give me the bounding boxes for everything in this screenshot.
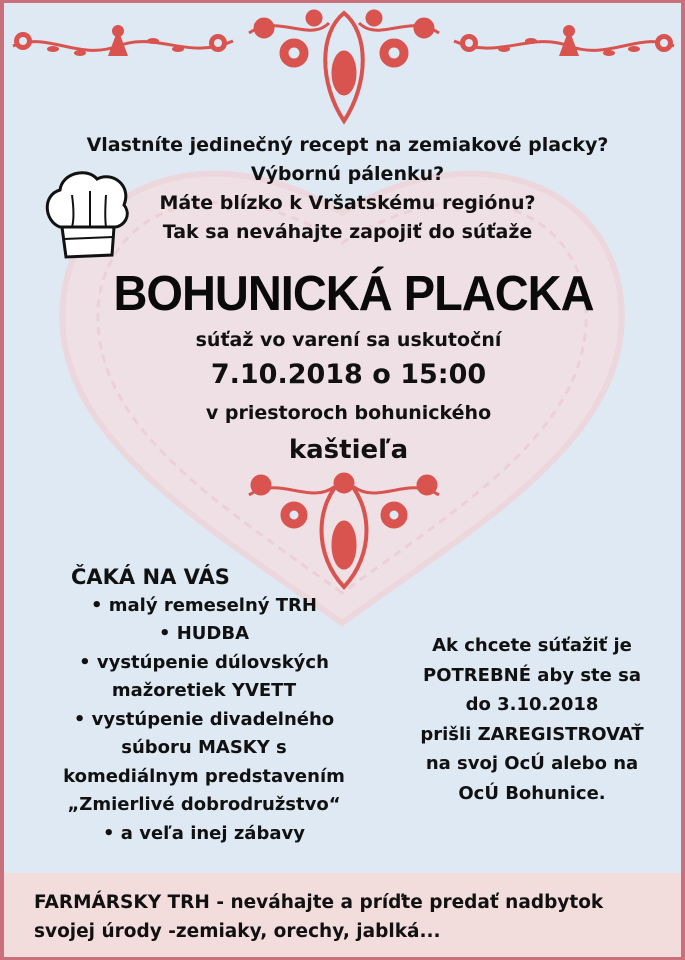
program-heading: ČAKÁ NA VÁS bbox=[71, 565, 230, 589]
chef-hat-icon bbox=[42, 165, 132, 265]
program-item: • a veľa inej zábavy bbox=[103, 822, 305, 844]
registration-line: Ak chcete súťažiť je bbox=[432, 635, 632, 656]
event-venue: kaštieľa bbox=[288, 435, 409, 465]
program-item: • malý remeselný TRH bbox=[90, 594, 317, 616]
registration-line: prišli ZAREGISTROVAŤ bbox=[420, 723, 644, 745]
program-item: mažoretiek YVETT bbox=[111, 680, 297, 701]
folk-vine-ornament-right bbox=[449, 11, 679, 71]
intro-line: Výbornú pálenku? bbox=[250, 163, 445, 185]
folk-flower-ornament-top bbox=[229, 3, 459, 128]
intro-line: Tak sa neváhajte zapojiť do súťaže bbox=[162, 221, 533, 243]
event-location-line: v priestoroch bohunického bbox=[205, 402, 492, 424]
registration-line: do 3.10.2018 bbox=[465, 694, 599, 715]
event-title: BOHUNICKÁ PLACKA bbox=[113, 264, 594, 321]
program-item: komediálnym predstavením bbox=[63, 765, 345, 787]
farmers-market-text bbox=[34, 888, 674, 946]
program-item: súboru MASKY s bbox=[121, 737, 287, 758]
program-list bbox=[34, 563, 374, 848]
farmers-market-line: FARMÁRSKY TRH - neváhajte a príďte predať nadbytok bbox=[34, 892, 604, 913]
event-announcement: súťaž vo varení sa uskutoční bbox=[195, 329, 502, 351]
poster bbox=[4, 3, 681, 957]
intro-line: Vlastníte jedinečný recept na zemiakové placky? bbox=[86, 134, 609, 156]
program-item: • vystúpenie dúlovských bbox=[79, 651, 329, 673]
event-datetime: 7.10.2018 o 15:00 bbox=[210, 359, 487, 390]
program-item: • HUDBA bbox=[158, 623, 250, 644]
farmers-market-line: svojej úrody -zemiaky, orechy, jablká... bbox=[34, 921, 441, 942]
program-item: „Zmierlivé dobrodružstvo“ bbox=[67, 794, 341, 815]
program-item: • vystúpenie divadelného bbox=[73, 708, 335, 730]
folk-vine-ornament-left bbox=[8, 11, 238, 71]
registration-info bbox=[402, 631, 662, 808]
intro-line: Máte blízko k Vršatskému regiónu? bbox=[159, 192, 536, 214]
registration-line: na svoj OcÚ alebo na bbox=[425, 753, 639, 774]
registration-line: POTREBNÉ aby ste sa bbox=[423, 664, 641, 686]
registration-line: OcÚ Bohunice. bbox=[458, 782, 606, 804]
